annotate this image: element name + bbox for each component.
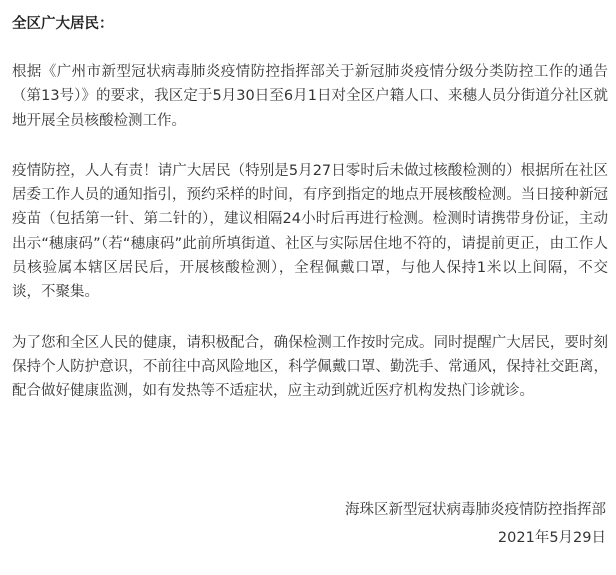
paragraph-2: 疫情防控，人人有责！请广大居民（特别是5月27日零时后未做过核酸检测的）根据所在社区居委工作人员的通知指引，预约采样的时间，有序到指定的地点开展核酸检测。当日接种新冠疫苗（包括第一针、第二针的），建议相隔24小时后再进行检测。检测时请携带身份证，主动出示“穗康码”（若“穗康码”此前所填街道、社区与实际居住地不符的，请提前更正，由工作人员核验属本辖区居民后，开展核酸检测），全程佩戴口罩，与他人保持1米以上间隔，不交谈，不聚集。 [12, 162, 608, 301]
paragraph-3: 为了您和全区人民的健康，请积极配合，确保检测工作按时完成。同时提醒广大居民，要时刻保持个人防护意识，不前往中高风险地区，科学佩戴口罩、勤洗手、常通风，保持社交距离，配合做好健康监测，如有发热等不适症状，应主动到就近医疗机构发热门诊就诊。 [12, 334, 608, 400]
signature-organization: 海珠区新型冠状病毒肺炎疫情防控指挥部 [345, 502, 606, 518]
paragraph-1: 根据《广州市新型冠状病毒肺炎疫情防控指挥部关于新冠肺炎疫情分级分类防控工作的通告（第13号）》的要求，我区定于5月30日至6月1日对全区户籍人口、来穗人员分街道分社区就地开展全员核酸检测工作。 [12, 64, 608, 129]
greeting-heading: 全区广大居民： [12, 16, 114, 32]
signature-date: 2021年5月29日 [497, 530, 606, 546]
